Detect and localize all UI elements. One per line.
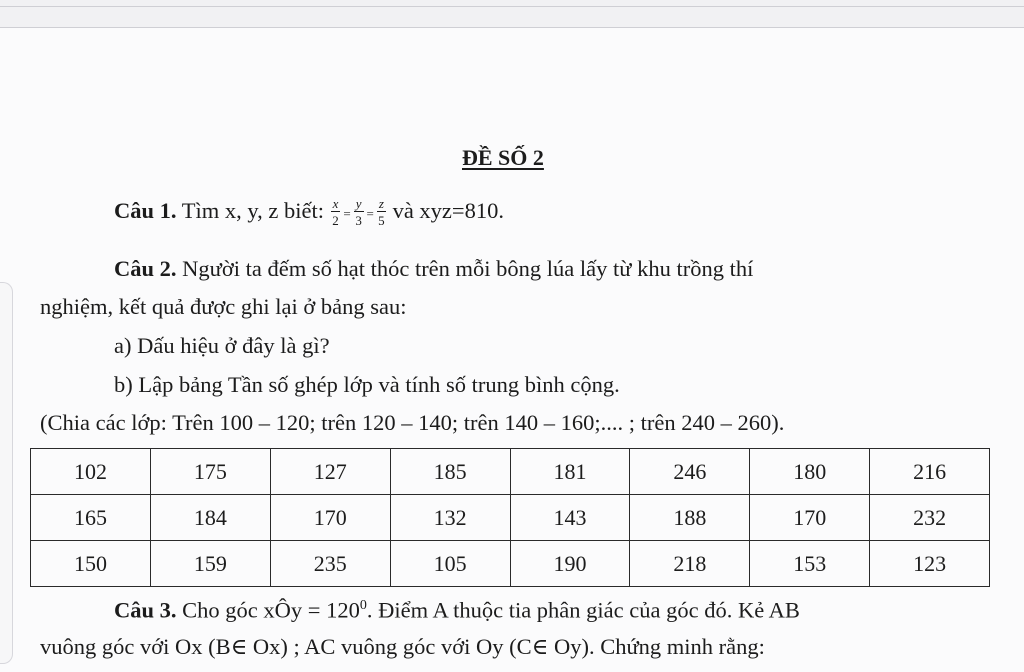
table-cell: 232 (870, 495, 990, 541)
question-2-part-a: a) Dấu hiệu ở đây là gì? (114, 333, 330, 358)
question-3-line-1: Câu 3. Cho góc xÔy = $120^0$. Điểm A thuộc tia phân giác của góc đó. Kẻ AB (114, 597, 800, 623)
equals-sign: = (343, 205, 351, 221)
table-cell: 132 (390, 495, 510, 541)
top-border-line (0, 6, 1024, 7)
table-cell: 181 (510, 449, 630, 495)
exam-title: ĐỀ SỐ 2 (462, 145, 544, 170)
table-cell: 170 (270, 495, 390, 541)
table-cell: 170 (750, 495, 870, 541)
table-row (31, 449, 990, 495)
table-cell: 150 (31, 541, 151, 587)
table-cell: 123 (870, 541, 990, 587)
table-cell: 185 (390, 449, 510, 495)
question-1-text: Tìm x, y, z biết: (176, 198, 324, 224)
table-cell: 105 (390, 541, 510, 587)
question-1 (114, 198, 504, 228)
question-2-label: Câu 2. (114, 256, 177, 281)
table-cell: 184 (150, 495, 270, 541)
data-table (30, 448, 990, 587)
table-cell: 218 (630, 541, 750, 587)
question-1-label: Câu 1. (114, 198, 177, 224)
table-cell: 153 (750, 541, 870, 587)
table-cell: 143 (510, 495, 630, 541)
table-cell: 190 (510, 541, 630, 587)
table-cell: 188 (630, 495, 750, 541)
question-3-label: Câu 3. (114, 597, 177, 623)
table-cell: 127 (270, 449, 390, 495)
fraction-y: $\frac{y}{3}$ (355, 196, 362, 228)
question-1-tail: và xyz=810. (392, 198, 504, 224)
question-2-line-1: Câu 2. Người ta đếm số hạt thóc trên mỗi bông lúa lấy từ khu trồng thí (114, 256, 754, 281)
degree-superscript: 0 (359, 598, 367, 613)
table-row (31, 495, 990, 541)
table-cell: 246 (630, 449, 750, 495)
table-cell: 165 (31, 495, 151, 541)
question-2-part-b: b) Lập bảng Tần số ghép lớp và tính số trung bình cộng. (114, 372, 620, 397)
fraction-z: $\frac{z}{5}$ (378, 196, 385, 228)
equals-sign: = (366, 205, 374, 221)
side-panel-edge (0, 282, 13, 664)
question-2-line-2: nghiệm, kết quả được ghi lại ở bảng sau: (40, 294, 407, 319)
fraction-x: $\frac{x}{2}$ (332, 196, 339, 228)
table-cell: 235 (270, 541, 390, 587)
question-2-classes-note: (Chia các lớp: Trên 100 – 120; trên 120 – 140; trên 140 – 160;.... ; trên 240 – 260). (40, 410, 785, 435)
table-row (31, 541, 990, 587)
table-cell: 180 (750, 449, 870, 495)
table-cell: 159 (150, 541, 270, 587)
table-cell: 216 (870, 449, 990, 495)
table-cell: 102 (31, 449, 151, 495)
question-3-line-2: vuông góc với Ox (B∈ Ox) ; AC vuông góc với Oy (C∈ Oy). Chứng minh rằng: (40, 634, 765, 659)
table-cell: 175 (150, 449, 270, 495)
